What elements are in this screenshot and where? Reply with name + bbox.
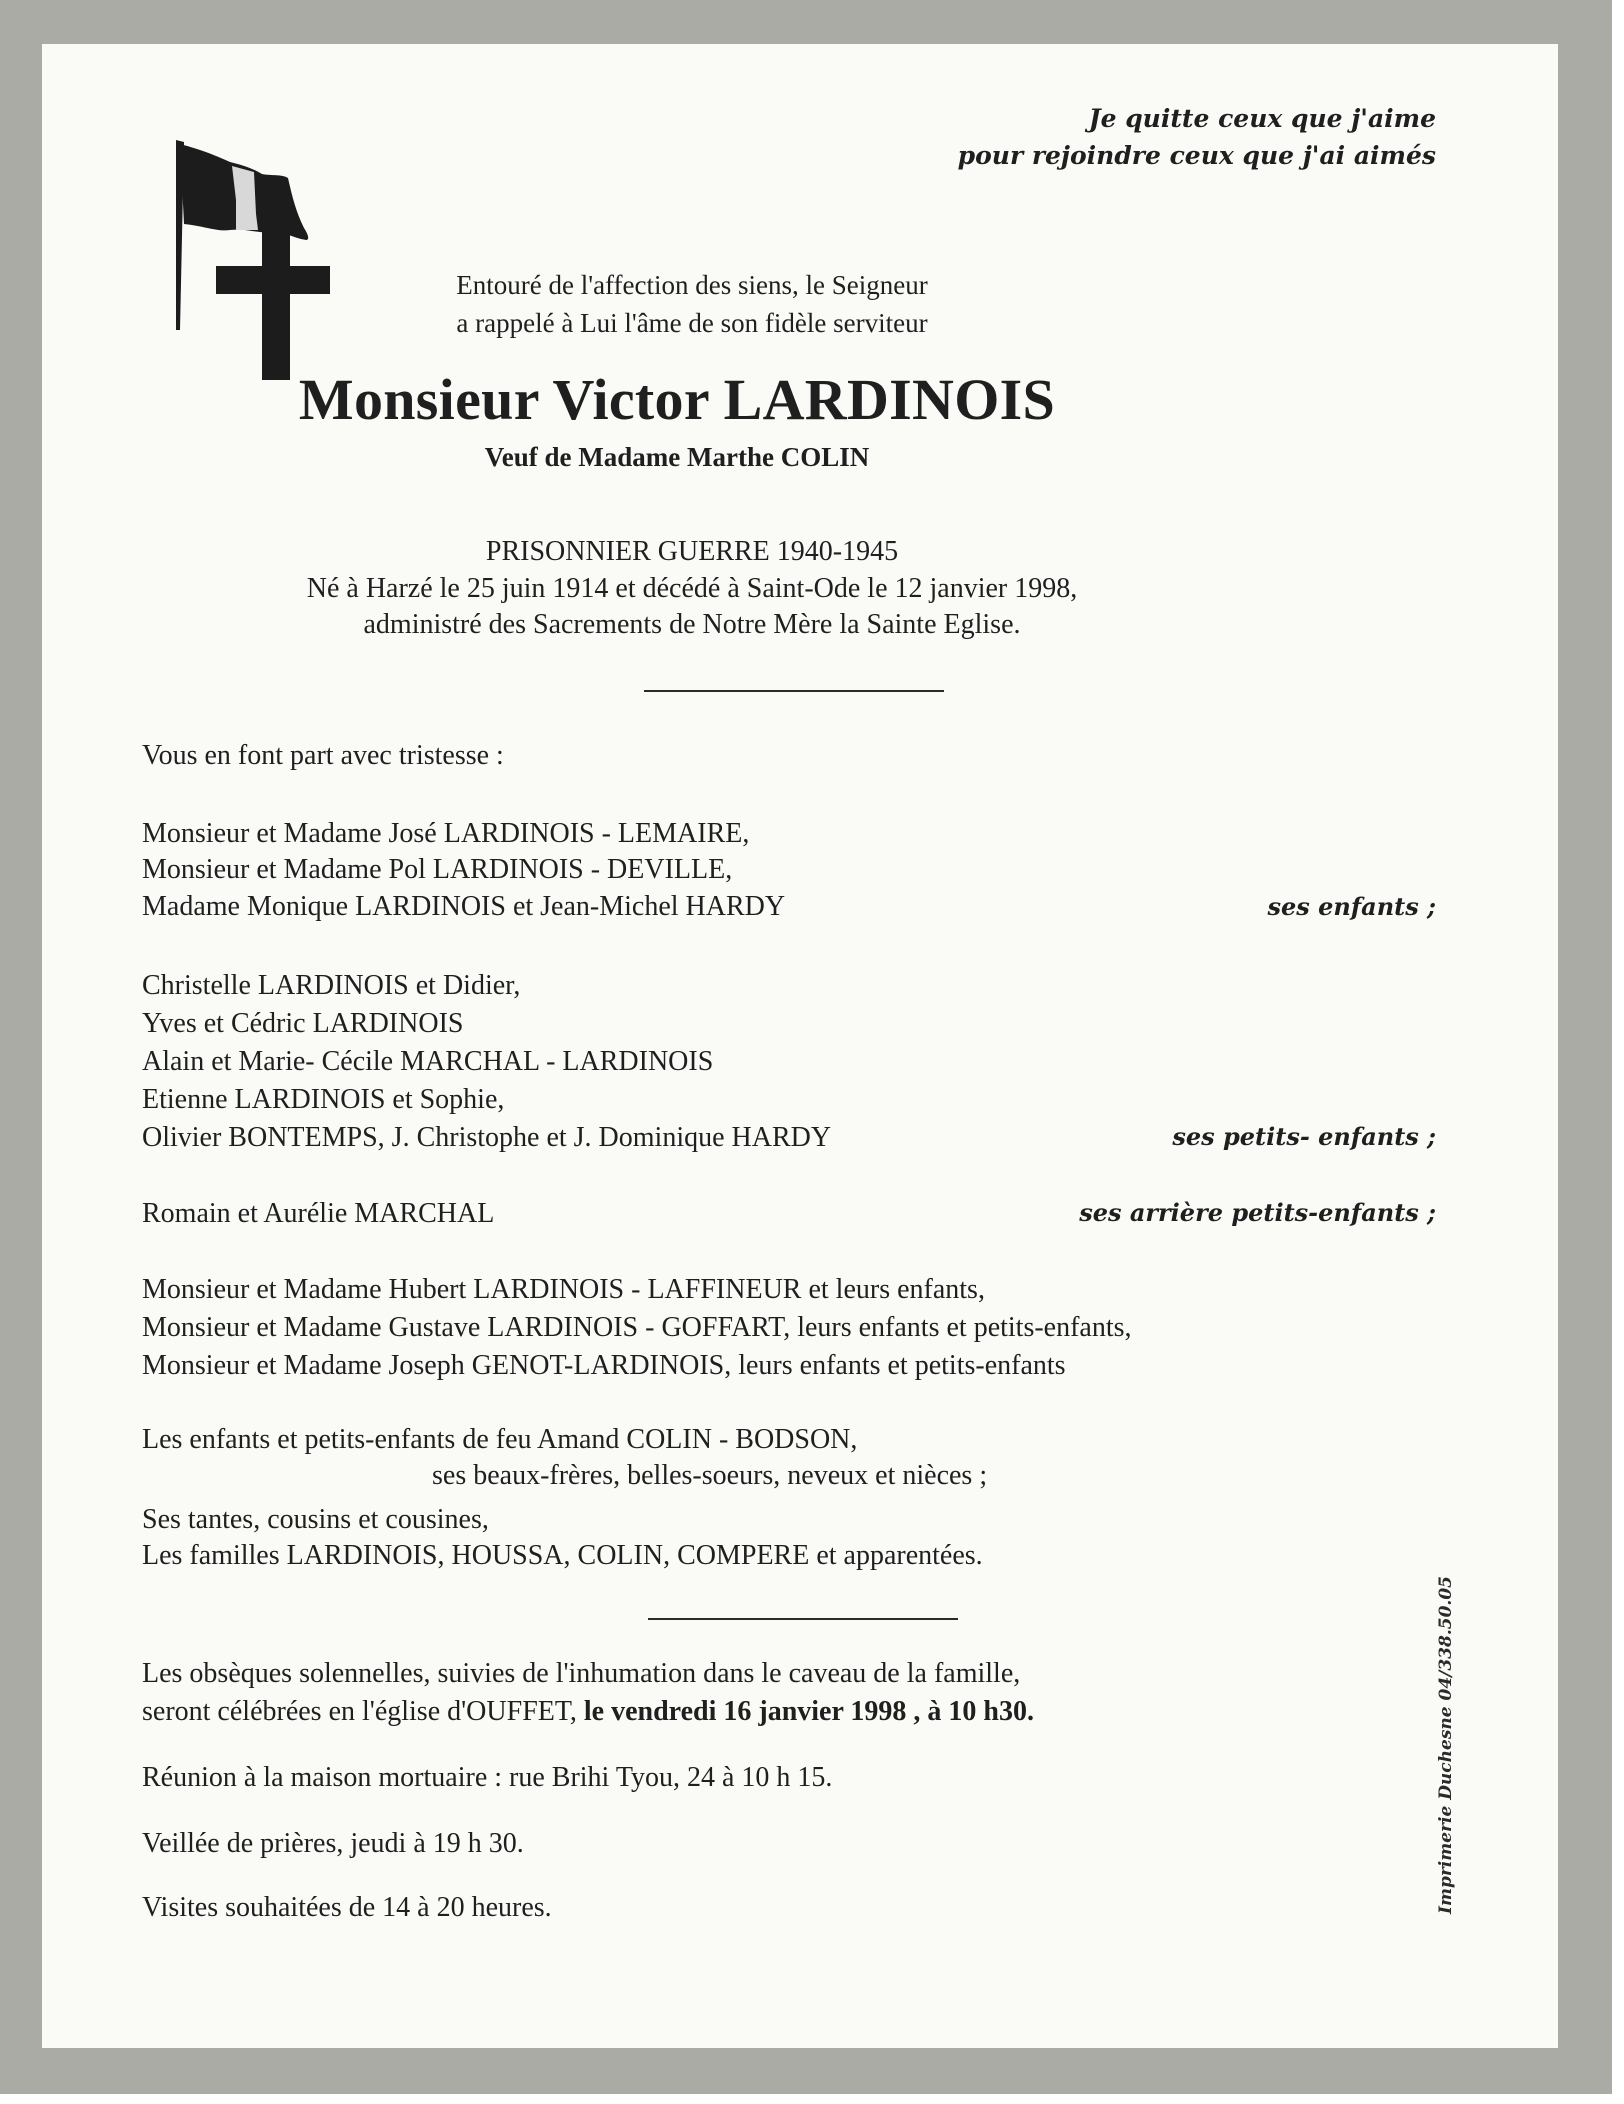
siblings-line: Monsieur et Madame Joseph GENOT-LARDINOIS, leurs enfants et petits-enfants: [142, 1350, 1066, 1381]
grandchildren-line: Alain et Marie- Cécile MARCHAL - LARDINOIS: [142, 1046, 714, 1077]
grandchildren-line: Christelle LARDINOIS et Didier,: [142, 970, 521, 1001]
grandchildren-line: Yves et Cédric LARDINOIS: [142, 1008, 464, 1039]
printer-credit: Imprimerie Duchesne 04/338.50.05: [1436, 1576, 1456, 1914]
bio-line: Né à Harzé le 25 juin 1914 et décédé à Saint-Ode le 12 janvier 1998,: [306, 573, 1078, 604]
deceased-name: Monsieur Victor LARDINOIS: [298, 367, 1056, 432]
extended-line: Les familles LARDINOIS, HOUSSA, COLIN, COMPERE et apparentées.: [142, 1540, 983, 1571]
bio-line: administré des Sacrements de Notre Mère la Sainte Eglise.: [363, 609, 1021, 640]
funeral-line: [142, 1694, 1034, 1730]
siblings-line: Monsieur et Madame Gustave LARDINOIS - GOFFART, leurs enfants et petits-enfants,: [142, 1312, 1132, 1343]
divider: [648, 1618, 958, 1620]
bio-line: PRISONNIER GUERRE 1940-1945: [485, 536, 899, 567]
extended-line: Ses tantes, cousins et cousines,: [142, 1504, 489, 1535]
children-line: Monsieur et Madame Pol LARDINOIS - DEVILLE,: [142, 854, 733, 885]
funeral-date: le vendredi 16 janvier 1998 , à 10 h30.: [583, 1696, 1034, 1727]
spouse-line: Veuf de Madame Marthe COLIN: [484, 442, 870, 472]
relation-label: ses enfants ;: [1267, 892, 1436, 921]
grandchildren-line: Etienne LARDINOIS et Sophie,: [142, 1084, 505, 1115]
grandchildren-line: Olivier BONTEMPS, J. Christophe et J. Dominique HARDY: [142, 1122, 832, 1153]
funeral-line: Les obsèques solennelles, suivies de l'inhumation dans le caveau de la famille,: [142, 1658, 1021, 1689]
great-grandchildren-line: Romain et Aurélie MARCHAL: [142, 1198, 495, 1229]
extended-line: Les enfants et petits-enfants de feu Amand COLIN - BODSON,: [142, 1424, 858, 1455]
emblem: [132, 140, 392, 380]
quote-line: pour rejoindre ceux que j'ai aimés: [957, 141, 1436, 170]
detail-line: Réunion à la maison mortuaire : rue Brihi Tyou, 24 à 10 h 15.: [142, 1762, 833, 1793]
extended-line: ses beaux-frères, belles-soeurs, neveux et nièces ;: [432, 1460, 988, 1491]
relation-label: ses arrière petits-enfants ;: [1079, 1198, 1436, 1227]
detail-line: Visites souhaitées de 14 à 20 heures.: [142, 1892, 552, 1923]
detail-line: Veillée de prières, jeudi à 19 h 30.: [142, 1828, 524, 1859]
funeral-location: seront célébrées en l'église d'OUFFET,: [142, 1696, 584, 1727]
children-line: Monsieur et Madame José LARDINOIS - LEMAIRE,: [142, 818, 750, 849]
siblings-line: Monsieur et Madame Hubert LARDINOIS - LAFFINEUR et leurs enfants,: [142, 1274, 985, 1305]
divider: [644, 690, 944, 692]
children-line: Madame Monique LARDINOIS et Jean-Michel HARDY: [142, 891, 786, 922]
funeral-card: [42, 44, 1558, 2048]
intro-line: a rappelé à Lui l'âme de son fidèle serviteur: [456, 308, 928, 338]
announce-line: Vous en font part avec tristesse :: [142, 740, 504, 771]
relation-label: ses petits- enfants ;: [1172, 1122, 1436, 1151]
quote-line: Je quitte ceux que j'aime: [1088, 104, 1436, 133]
intro-line: Entouré de l'affection des siens, le Seigneur: [456, 270, 928, 300]
